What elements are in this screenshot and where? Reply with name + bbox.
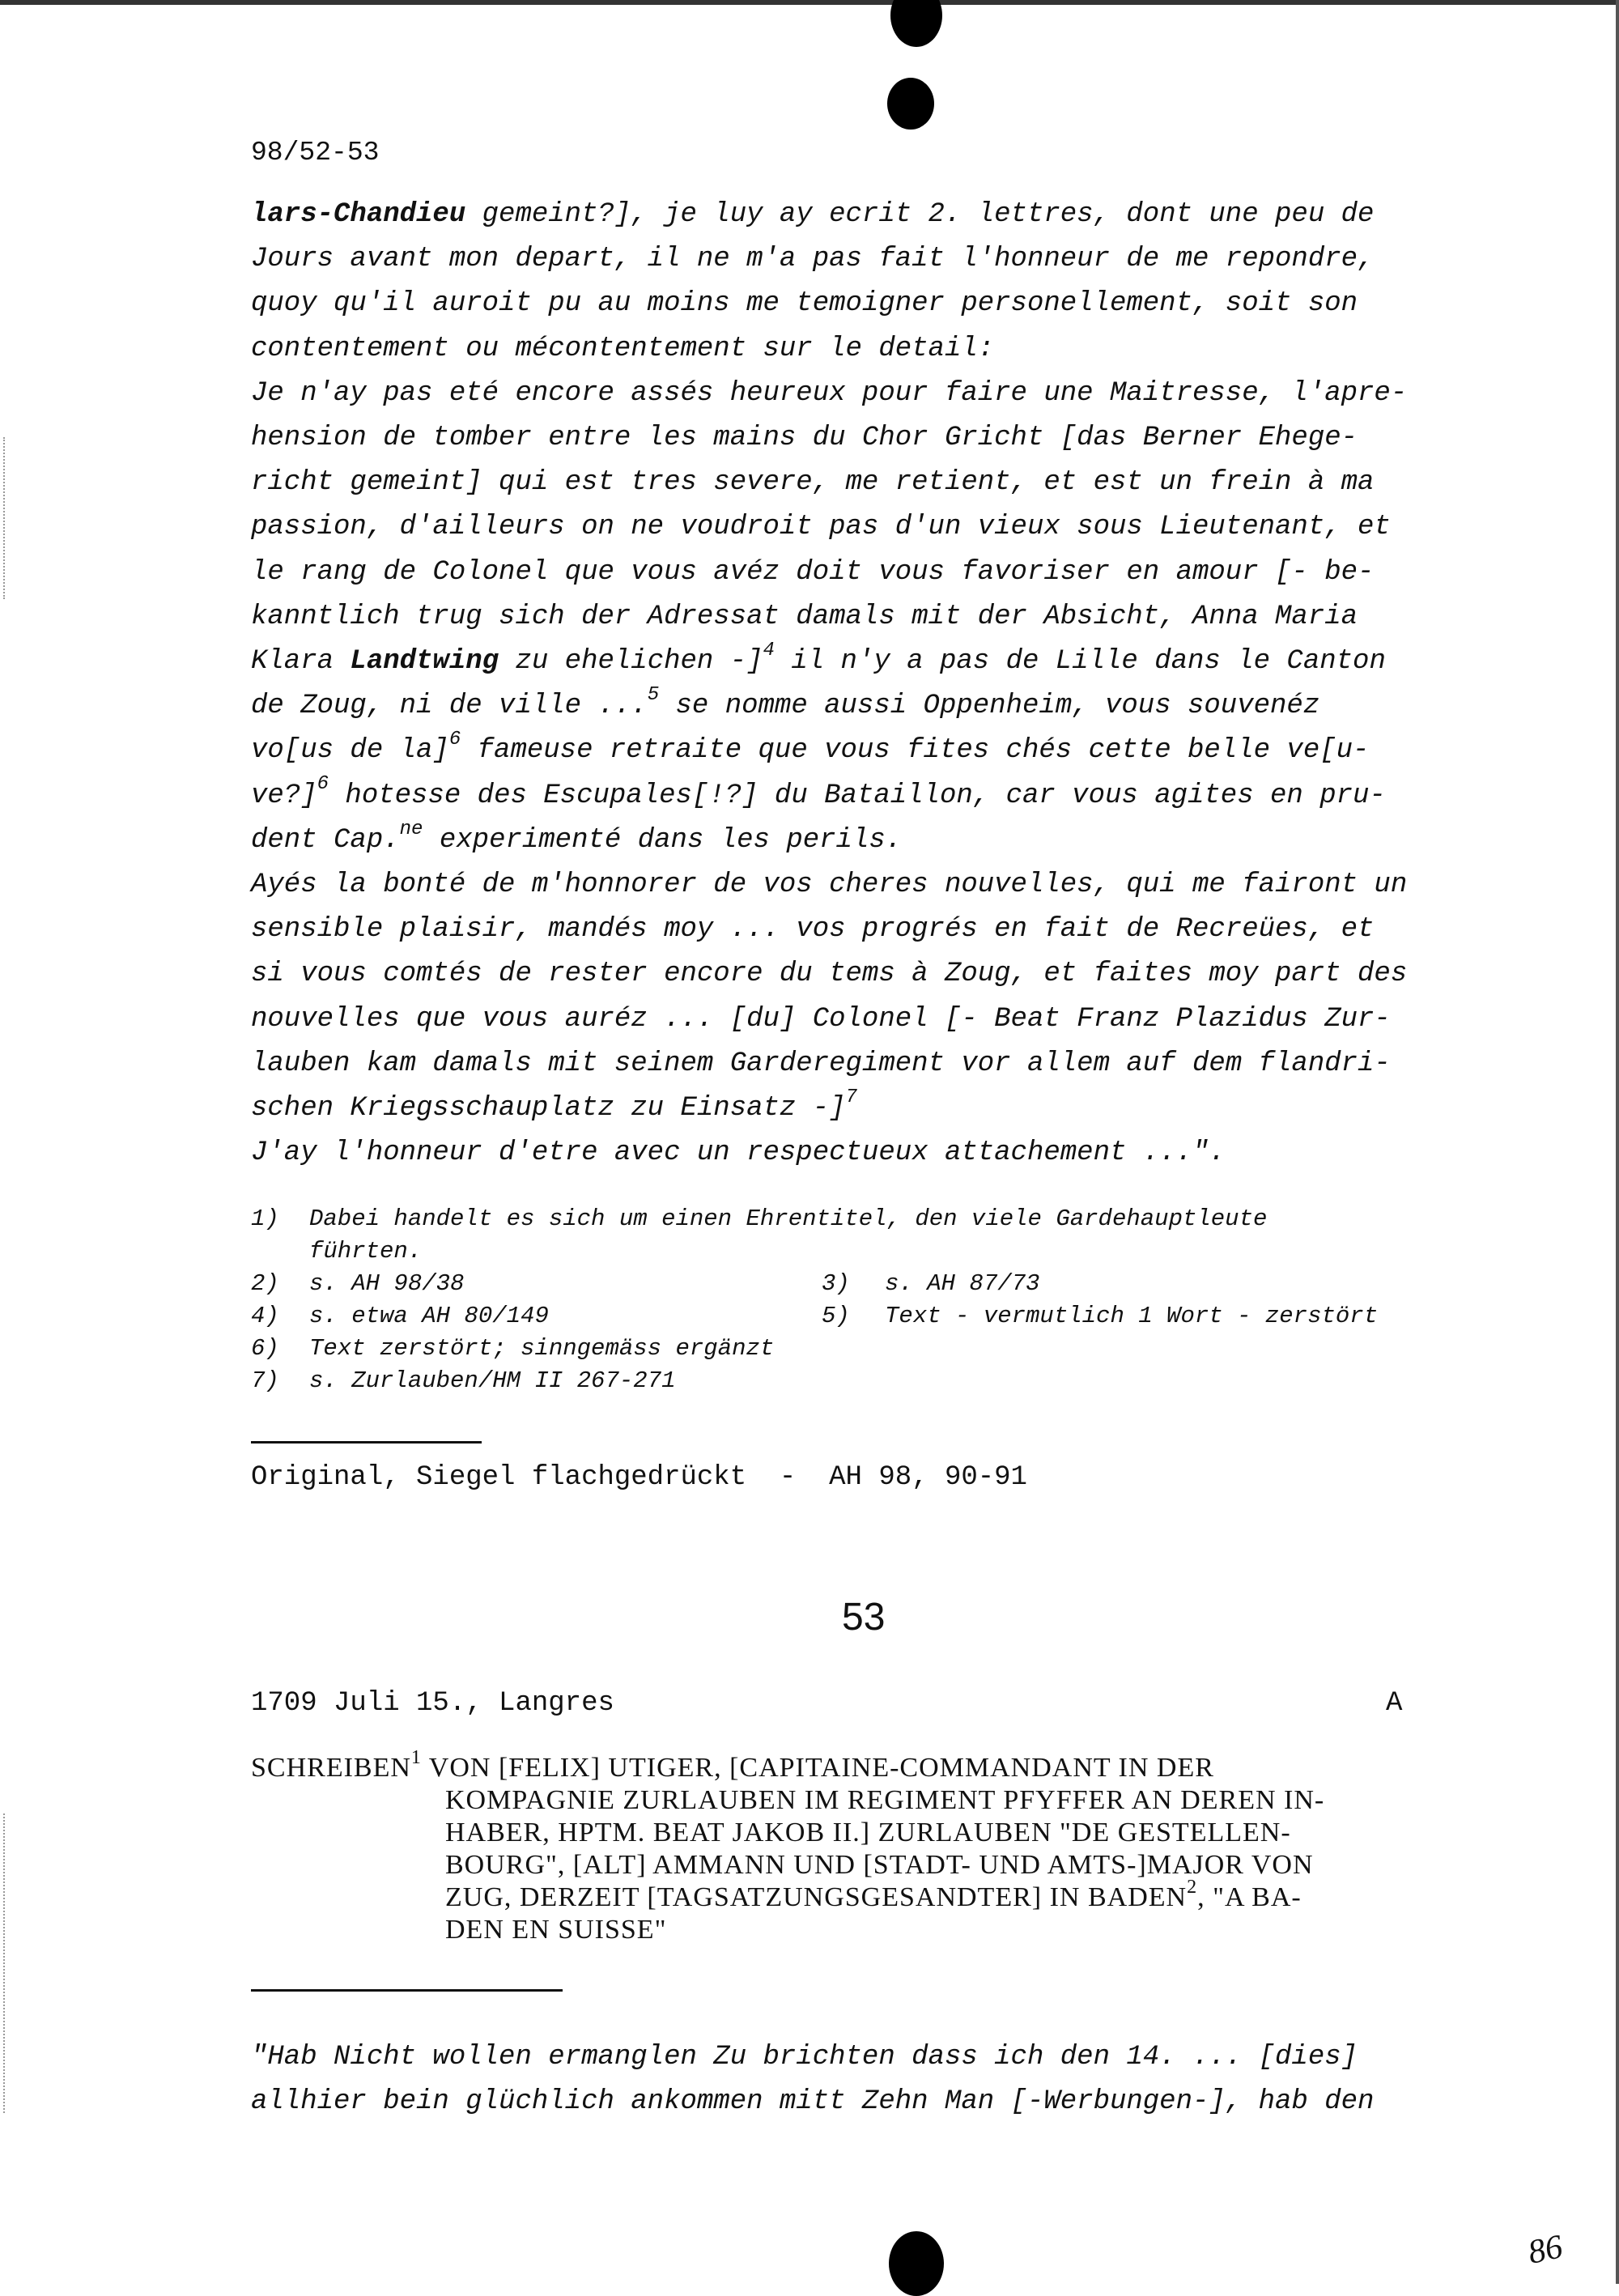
letter-line (251, 461, 1489, 505)
letter-line (251, 997, 1489, 1042)
letter-line (251, 863, 1489, 908)
letter-line (251, 505, 1489, 550)
letter-text-segment: kanntlich trug sich der Adressat damals mit der Absicht, Anna Maria (251, 601, 1358, 632)
letter-text-segment: hension de tomber entre les mains du Chor Gricht [das Berner Ehege- (251, 423, 1358, 454)
letter-text-segment: richt gemeint] qui est tres severe, me retient, et est un frein à ma (251, 467, 1375, 499)
letter-line (251, 237, 1489, 282)
original-note: Original, Siegel flachgedrückt - AH 98, 90-91 (251, 1462, 1027, 1493)
letter-text-segment: Ayés la bonté de m'honnorer de vos cheres nouvelles, qui me fairont un (251, 870, 1408, 901)
letter-text-segment: Jours avant mon depart, il ne m'a pas fait l'honneur de me repondre, (251, 244, 1375, 275)
letter-line (251, 952, 1489, 997)
letter-text-segment: zu ehelichen -] (499, 646, 763, 678)
document-heading (251, 1746, 1489, 1946)
letter-line (251, 1131, 1489, 1176)
letter-text-segment: il n'y a pas de Lille dans le Canton (774, 646, 1386, 678)
letter-text-segment: Landtwing (350, 646, 499, 678)
letter-text-segment: sensible plaisir, mandés moy ... vos progrés en fait de Recreües, et (251, 914, 1375, 946)
punch-hole-top-1 (890, 0, 942, 47)
footnote-reference: 7 (845, 1086, 857, 1108)
scan-frame-top (0, 0, 1619, 5)
letter-text-segment: fameuse retraite que vous fites chés cette belle ve[u- (461, 735, 1370, 767)
footnote-1-text-cont: führten. (309, 1238, 423, 1265)
letter-body-text (251, 193, 1489, 1176)
letter-text-segment: hotesse des Escupales[!?] du Bataillon, car vous agites en pru- (329, 780, 1386, 811)
letter-line (251, 282, 1489, 326)
letter-line (251, 416, 1489, 461)
letter-line (251, 551, 1489, 595)
footnote-reference: 4 (763, 639, 775, 661)
page-reference: 98/52-53 (251, 138, 380, 168)
heading-line-5: ZUG, DERZEIT [TAGSATZUNGSGESANDTER] IN BADEN$^2$, "A BA- (445, 1876, 1302, 1912)
letter-text-segment: J'ay l'honneur d'etre avec un respectueux attachement ...". (251, 1137, 1226, 1169)
letter-line (251, 729, 1489, 773)
letter-line (251, 774, 1489, 818)
letter-line (251, 595, 1489, 640)
quote-line-2: allhier bein glüchlich ankommen mitt Zehn Man [-Werbungen-], hab den (251, 2086, 1375, 2117)
footnote-6-text: Text zerstört; sinngemäss ergänzt (309, 1335, 775, 1362)
letter-text-segment: experimenté dans les perils. (423, 824, 903, 856)
quote-line-1: "Hab Nicht wollen ermanglen Zu brichten dass ich den 14. ... [dies] (251, 2042, 1358, 2073)
letter-line (251, 193, 1489, 237)
letter-text-segment: Klara (251, 646, 351, 678)
footnote-reference: 6 (317, 773, 329, 796)
document-number: 53 (842, 1596, 886, 1639)
letter-text-segment: lars-Chandieu (251, 199, 466, 230)
letter-quote (251, 2035, 1514, 2124)
punch-hole-top-2 (887, 78, 934, 130)
heading-line-6: DEN EN SUISSE" (445, 1915, 667, 1945)
letter-text-segment: Je n'ay pas eté encore assés heureux pour faire une Maitresse, l'apre- (251, 377, 1408, 409)
letter-line (251, 908, 1489, 952)
footnote-2-text: s. AH 98/38 (309, 1270, 465, 1297)
separator-rule (251, 1989, 563, 1992)
document-date-place: 1709 Juli 15., Langres (251, 1688, 614, 1719)
letter-text-segment: nouvelles que vous auréz ... [du] Colonel [- Beat Franz Plazidus Zur- (251, 1003, 1391, 1035)
heading-line-1: SCHREIBEN$^1$ VON [FELIX] UTIGER, [CAPITAINE-COMMANDANT IN DER (251, 1746, 1214, 1783)
letter-text-segment: de Zoug, ni de ville ... (251, 691, 648, 722)
footnote-7-number: 7) (251, 1367, 279, 1394)
letter-text-segment: si vous comtés de rester encore du tems à Zoug, et faites moy part des (251, 959, 1408, 990)
footnote-2-number: 2) (251, 1270, 279, 1297)
footnote-reference: 5 (647, 683, 660, 706)
footnote-5-text: Text - vermutlich 1 Wort - zerstört (885, 1303, 1379, 1329)
footnote-3-text: s. AH 87/73 (885, 1270, 1040, 1297)
letter-line (251, 1086, 1489, 1131)
letter-text-segment: ve?] (251, 780, 317, 811)
letter-text-segment: passion, d'ailleurs on ne voudroit pas d'un vieux sous Lieutenant, et (251, 512, 1391, 543)
letter-text-segment: vo[us de la] (251, 735, 449, 767)
letter-text-segment: lauben kam damals mit seinem Garderegiment vor allem auf dem flandri- (251, 1048, 1391, 1079)
letter-text-segment: contentement ou mécontentement sur le detail: (251, 333, 995, 364)
scan-margin-mark (3, 437, 13, 599)
letter-line (251, 640, 1489, 684)
letter-line (251, 372, 1489, 416)
scan-frame-right (1616, 0, 1619, 2284)
letter-text-segment: le rang de Colonel que vous avéz doit vous favoriser en amour [- be- (251, 556, 1375, 588)
letter-text-segment: quoy qu'il auroit pu au moins me temoigner personellement, soit son (251, 288, 1358, 320)
footnote-5-number: 5) (822, 1303, 850, 1329)
letter-line (251, 1042, 1489, 1086)
letter-line (251, 327, 1489, 372)
letter-text-segment: gemeint?], je luy ay ecrit 2. lettres, dont une peu de (465, 199, 1375, 230)
scan-margin-mark (3, 1813, 13, 2113)
footnote-1-number: 1) (251, 1205, 279, 1232)
letter-line (251, 818, 1489, 863)
heading-line-2: KOMPAGNIE ZURLAUBEN IM REGIMENT PFYFFER AN DEREN IN- (445, 1785, 1325, 1815)
footnote-3-number: 3) (822, 1270, 850, 1297)
heading-line-3: HABER, HPTM. BEAT JAKOB II.] ZURLAUBEN "DE GESTELLEN- (445, 1818, 1291, 1847)
document-type-marker: A (1386, 1688, 1403, 1719)
footnote-reference: ne (399, 818, 423, 840)
separator-rule (251, 1441, 482, 1444)
footnote-6-number: 6) (251, 1335, 279, 1362)
letter-line (251, 684, 1489, 729)
page-stamp: 86 (1524, 2228, 1566, 2272)
footnote-reference: 6 (448, 729, 461, 751)
letter-text-segment: dent Cap. (251, 824, 400, 856)
footnote-4-text: s. etwa AH 80/149 (309, 1303, 549, 1329)
footnote-1-text: Dabei handelt es sich um einen Ehrentitel, den viele Gardehauptleute (309, 1205, 1268, 1232)
footnote-4-number: 4) (251, 1303, 279, 1329)
punch-hole-bottom (889, 2231, 944, 2296)
heading-line-4: BOURG", [ALT] AMMANN UND [STADT- UND AMTS-]MAJOR VON (445, 1850, 1314, 1880)
letter-text-segment: schen Kriegsschauplatz zu Einsatz -] (251, 1093, 846, 1125)
footnote-7-text: s. Zurlauben/HM II 267-271 (309, 1367, 676, 1394)
letter-text-segment: se nomme aussi Oppenheim, vous souvenéz (659, 691, 1320, 722)
